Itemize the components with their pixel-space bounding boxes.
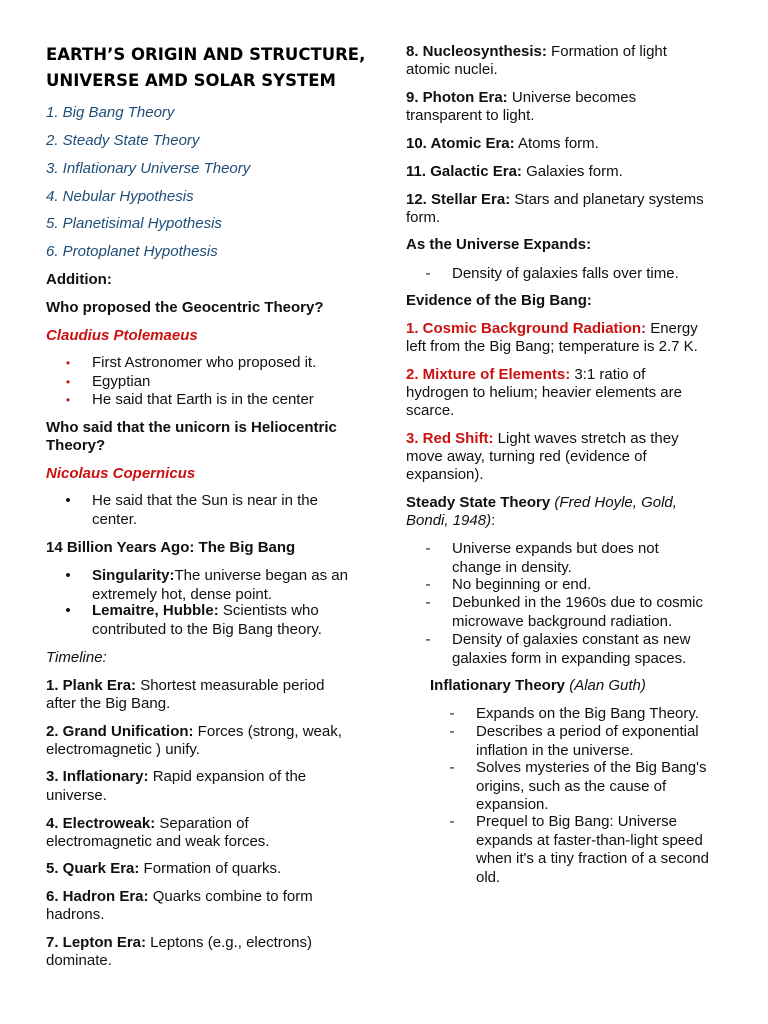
list-item: - Universe expands but does not change in density. (406, 540, 659, 577)
evidence-entry-cont: expansion). (406, 466, 484, 483)
copernicus-name: Nicolaus Copernicus (46, 465, 196, 482)
dash-marker: - (425, 540, 431, 557)
list-item: - Density of galaxies constant as new galaxies form in expanding spaces. (406, 631, 690, 668)
expands-heading: As the Universe Expands: (406, 236, 592, 253)
list-item: • Egyptian (46, 373, 150, 392)
steady-state-heading: Steady State Theory (Fred Hoyle, Gold, (406, 494, 677, 511)
era-entry-cont: electromagnetic ) unify. (46, 741, 200, 758)
list-item: - No beginning or end. (406, 576, 591, 595)
bullet-icon: • (65, 602, 71, 619)
theory-item: 2. Steady State Theory (46, 132, 200, 149)
theory-item: 5. Planetisimal Hypothesis (46, 215, 222, 232)
dash-marker: - (449, 759, 455, 776)
era-entry-cont: form. (406, 209, 441, 226)
bigbang-heading: 14 Billion Years Ago: The Big Bang (46, 539, 296, 556)
bullet-icon: • (65, 356, 71, 370)
era-entry-cont: hadrons. (46, 906, 105, 923)
bullet-icon: • (65, 567, 71, 584)
bullet-icon: • (65, 393, 71, 407)
bullet-icon: • (65, 375, 71, 389)
list-item: - Debunked in the 1960s due to cosmic microwave background radiation. (406, 594, 703, 631)
era-entry: 10. Atomic Era: Atoms form. (406, 135, 599, 152)
list-item: - Prequel to Big Bang: Universe expands at faster-than-light speed when it's a tiny fraction of a second old. (430, 813, 709, 887)
evidence-entry-cont: scarce. (406, 402, 455, 419)
era-entry: 4. Electroweak: Separation of (46, 815, 249, 832)
dash-marker: - (425, 265, 431, 282)
geocentric-question: Who proposed the Geocentric Theory? (46, 299, 324, 316)
era-entry: 9. Photon Era: Universe becomes (406, 89, 637, 106)
heliocentric-question: Who said that the unicorn is Heliocentric (46, 419, 337, 436)
evidence-entry: 1. Cosmic Background Radiation: Energy (406, 320, 698, 337)
list-item: - Density of galaxies falls over time. (406, 265, 679, 284)
evidence-entry-cont: left from the Big Bang; temperature is 2.7 K. (406, 338, 698, 355)
list-item: • He said that Earth is in the center (46, 391, 314, 410)
bullet-icon: • (65, 492, 71, 509)
theory-item: 3. Inflationary Universe Theory (46, 160, 251, 177)
list-item: • First Astronomer who proposed it. (46, 354, 316, 373)
era-entry-cont: dominate. (46, 952, 112, 969)
era-entry: 6. Hadron Era: Quarks combine to form (46, 888, 313, 905)
era-entry: 2. Grand Unification: Forces (strong, weak, (46, 723, 342, 740)
era-entry-cont: atomic nuclei. (406, 61, 498, 78)
theory-item: 4. Nebular Hypothesis (46, 188, 194, 205)
timeline-label: Timeline: (46, 649, 107, 666)
evidence-entry-cont: hydrogen to helium; heavier elements are (406, 384, 682, 401)
dash-marker: - (425, 594, 431, 611)
era-entry-cont: after the Big Bang. (46, 695, 171, 712)
dash-marker: - (425, 631, 431, 648)
evidence-entry: 3. Red Shift: Light waves stretch as they (406, 430, 679, 447)
era-entry: 11. Galactic Era: Galaxies form. (406, 163, 623, 180)
ptolemaeus-name: Claudius Ptolemaeus (46, 327, 198, 344)
heliocentric-question-cont: Theory? (46, 437, 106, 454)
era-entry: 1. Plank Era: Shortest measurable period (46, 677, 325, 694)
list-item: - Expands on the Big Bang Theory. (430, 705, 699, 724)
list-item: • Singularity:The universe began as an extremely hot, dense point. (46, 567, 348, 604)
era-entry: 8. Nucleosynthesis: Formation of light (406, 43, 667, 60)
era-entry-cont: transparent to light. (406, 107, 535, 124)
page-title-line2: UNIVERSE AMD SOLAR SYSTEM (46, 71, 336, 90)
dash-marker: - (425, 576, 431, 593)
list-item: - Describes a period of exponential inflation in the universe. (430, 723, 699, 760)
era-entry-cont: universe. (46, 787, 107, 804)
evidence-entry: 2. Mixture of Elements: 3:1 ratio of (406, 366, 646, 383)
page-title-line1: EARTH’S ORIGIN AND STRUCTURE, (46, 45, 366, 64)
list-item: - Solves mysteries of the Big Bang's origins, such as the cause of expansion. (430, 759, 706, 815)
era-entry: 12. Stellar Era: Stars and planetary systems (406, 191, 704, 208)
evidence-heading: Evidence of the Big Bang: (406, 292, 592, 309)
list-item: • Lemaitre, Hubble: Scientists who contributed to the Big Bang theory. (46, 602, 322, 639)
dash-marker: - (449, 705, 455, 722)
evidence-entry-cont: move away, turning red (evidence of (406, 448, 647, 465)
theory-item: 6. Protoplanet Hypothesis (46, 243, 218, 260)
era-entry: 7. Lepton Era: Leptons (e.g., electrons) (46, 934, 312, 951)
addition-label: Addition: (46, 271, 112, 288)
era-entry: 3. Inflationary: Rapid expansion of the (46, 768, 307, 785)
era-entry-cont: electromagnetic and weak forces. (46, 833, 270, 850)
list-item: • He said that the Sun is near in the center. (46, 492, 318, 529)
theory-item: 1. Big Bang Theory (46, 104, 175, 121)
dash-marker: - (449, 813, 455, 830)
era-entry: 5. Quark Era: Formation of quarks. (46, 860, 282, 877)
inflationary-heading: Inflationary Theory (Alan Guth) (430, 677, 646, 694)
steady-state-heading-cont: Bondi, 1948): (406, 512, 496, 529)
dash-marker: - (449, 723, 455, 740)
